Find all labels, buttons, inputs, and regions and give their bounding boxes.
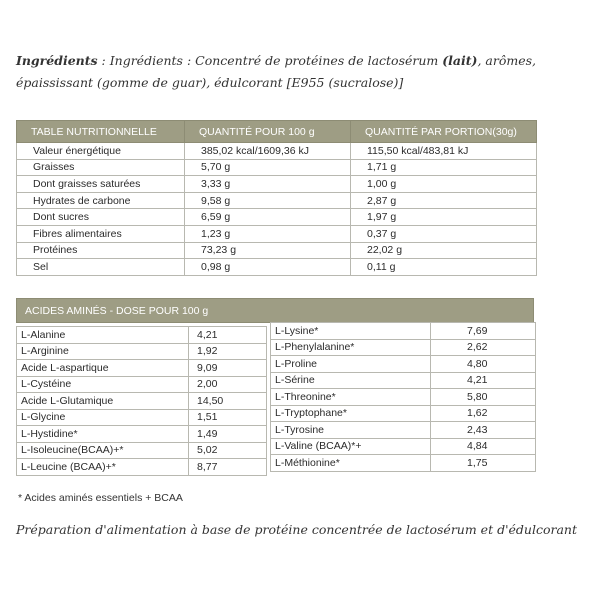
amino-acids-table-left	[16, 326, 267, 476]
table-row	[17, 225, 537, 242]
nutrient-per100: 5,70 g	[185, 159, 351, 176]
nutrition-header-label: TABLE NUTRITIONNELLE	[17, 121, 185, 143]
nutrient-name: Hydrates de carbone	[17, 192, 185, 209]
table-row	[271, 405, 536, 422]
amino-value: 14,50	[189, 393, 267, 410]
amino-value: 4,21	[189, 327, 267, 344]
amino-name: L-Méthionine*	[271, 455, 431, 472]
table-row	[271, 422, 536, 439]
table-row	[17, 242, 537, 259]
amino-name: L-Valine (BCAA)*+	[271, 438, 431, 455]
amino-value: 5,80	[431, 389, 536, 406]
amino-name: L-Tryptophane*	[271, 405, 431, 422]
nutrient-portion: 2,87 g	[351, 192, 537, 209]
ingredients-label: Ingrédients	[16, 53, 98, 68]
table-row	[271, 339, 536, 356]
essential-amino-footnote: * Acides aminés essentiels + BCAA	[18, 492, 183, 504]
nutrient-portion: 0,37 g	[351, 225, 537, 242]
amino-value: 4,84	[431, 438, 536, 455]
amino-value: 2,62	[431, 339, 536, 356]
table-row	[17, 327, 267, 344]
nutrition-header-per100: QUANTITÉ POUR 100 g	[185, 121, 351, 143]
table-row	[17, 393, 267, 410]
nutrition-table	[16, 120, 537, 276]
table-row	[271, 455, 536, 472]
amino-value: 7,69	[431, 323, 536, 340]
nutrient-portion: 1,00 g	[351, 176, 537, 193]
amino-value: 1,75	[431, 455, 536, 472]
table-row	[271, 389, 536, 406]
nutrient-portion: 0,11 g	[351, 259, 537, 276]
amino-name: L-Lysine*	[271, 323, 431, 340]
amino-value: 4,80	[431, 356, 536, 373]
amino-name: L-Arginine	[17, 343, 189, 360]
amino-value: 1,62	[431, 405, 536, 422]
nutrient-name: Valeur énergétique	[17, 143, 185, 160]
nutrient-portion: 22,02 g	[351, 242, 537, 259]
table-row	[271, 438, 536, 455]
preparation-description: Préparation d'alimentation à base de protéine concentrée de lactosérum et d'édulcorant	[16, 522, 577, 537]
amino-name: L-Tyrosine	[271, 422, 431, 439]
amino-name: L-Threonine*	[271, 389, 431, 406]
table-row	[17, 459, 267, 476]
nutrient-portion: 115,50 kcal/483,81 kJ	[351, 143, 537, 160]
amino-value: 8,77	[189, 459, 267, 476]
table-row	[17, 409, 267, 426]
ingredients-allergen: (lait)	[442, 53, 478, 68]
nutrient-per100: 1,23 g	[185, 225, 351, 242]
nutrient-portion: 1,71 g	[351, 159, 537, 176]
amino-name: Acide L-aspartique	[17, 360, 189, 377]
nutrient-portion: 1,97 g	[351, 209, 537, 226]
nutrient-name: Sel	[17, 259, 185, 276]
table-row	[17, 426, 267, 443]
amino-value: 4,21	[431, 372, 536, 389]
amino-name: L-Alanine	[17, 327, 189, 344]
amino-name: L-Leucine (BCAA)+*	[17, 459, 189, 476]
nutrition-header-row	[17, 121, 537, 143]
table-row	[17, 360, 267, 377]
amino-acids-header: ACIDES AMINÉS - DOSE POUR 100 g	[16, 298, 534, 323]
nutrient-per100: 9,58 g	[185, 192, 351, 209]
table-row	[17, 143, 537, 160]
amino-value: 1,49	[189, 426, 267, 443]
ingredients-list-part1: : Ingrédients : Concentré de protéines de lactosérum	[97, 53, 443, 68]
amino-value: 2,43	[431, 422, 536, 439]
amino-name: L-Sérine	[271, 372, 431, 389]
table-row	[271, 323, 536, 340]
table-row	[17, 209, 537, 226]
nutrient-name: Dont sucres	[17, 209, 185, 226]
amino-name: L-Cystéine	[17, 376, 189, 393]
amino-name: L-Phenylalanine*	[271, 339, 431, 356]
nutrient-per100: 6,59 g	[185, 209, 351, 226]
table-row	[17, 442, 267, 459]
nutrient-per100: 73,23 g	[185, 242, 351, 259]
nutrient-name: Fibres alimentaires	[17, 225, 185, 242]
table-row	[271, 372, 536, 389]
nutrient-name: Dont graisses saturées	[17, 176, 185, 193]
nutrition-header-portion: QUANTITÉ PAR PORTION(30g)	[351, 121, 537, 143]
table-row	[17, 343, 267, 360]
amino-value: 5,02	[189, 442, 267, 459]
amino-name: L-Isoleucine(BCAA)+*	[17, 442, 189, 459]
table-row	[17, 259, 537, 276]
amino-value: 9,09	[189, 360, 267, 377]
amino-value: 1,92	[189, 343, 267, 360]
amino-name: Acide L-Glutamique	[17, 393, 189, 410]
table-row	[271, 356, 536, 373]
amino-name: L-Hystidine*	[17, 426, 189, 443]
amino-name: L-Glycine	[17, 409, 189, 426]
table-row	[17, 376, 267, 393]
ingredients-list-part2: , arômes, épaississant (gomme de guar), édulcorant [E955 (sucralose)]	[16, 53, 537, 90]
nutrient-name: Graisses	[17, 159, 185, 176]
nutrient-per100: 0,98 g	[185, 259, 351, 276]
amino-name: L-Proline	[271, 356, 431, 373]
nutrient-per100: 385,02 kcal/1609,36 kJ	[185, 143, 351, 160]
ingredients-text	[16, 50, 588, 94]
amino-value: 1,51	[189, 409, 267, 426]
nutrient-per100: 3,33 g	[185, 176, 351, 193]
table-row	[17, 159, 537, 176]
nutrient-name: Protéines	[17, 242, 185, 259]
amino-acids-table-right	[270, 322, 536, 472]
table-row	[17, 176, 537, 193]
amino-value: 2,00	[189, 376, 267, 393]
table-row	[17, 192, 537, 209]
